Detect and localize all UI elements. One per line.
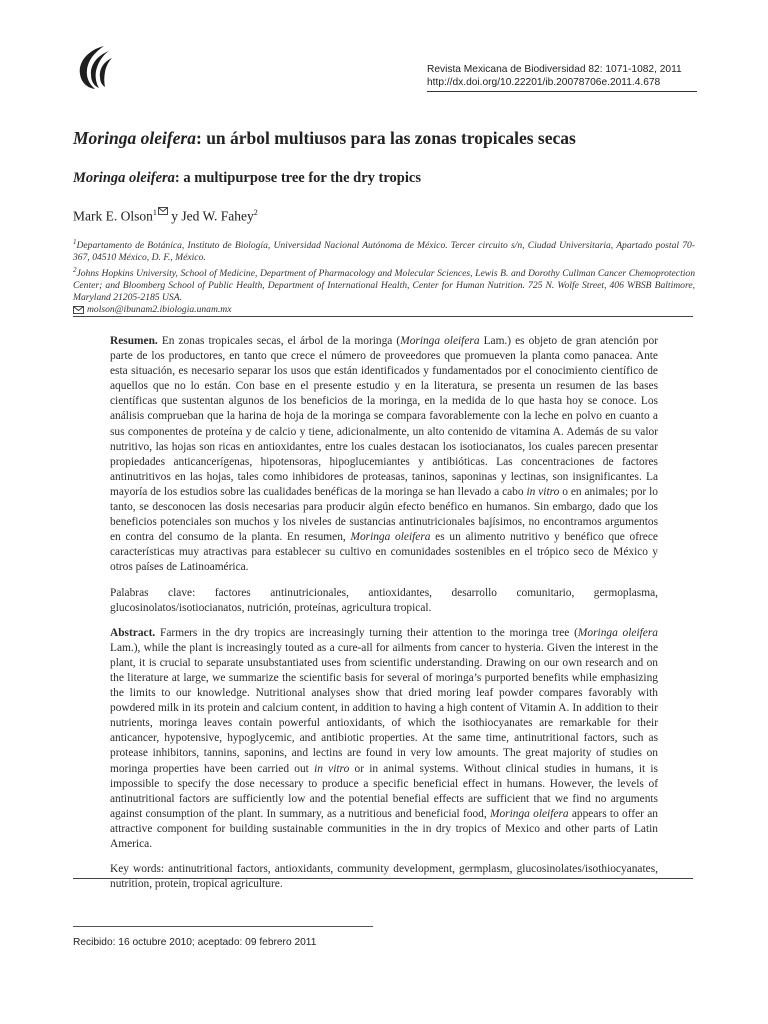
envelope-icon	[158, 207, 168, 215]
header-divider	[427, 91, 697, 92]
received-date: Recibido: 16 octubre 2010; aceptado: 09 febrero 2011	[73, 937, 317, 948]
email-line	[73, 304, 695, 316]
affiliation-2-sup: 2	[73, 266, 77, 275]
abstract-paragraph: Abstract. Farmers in the dry tropics are increasingly turning their attention to the moringa tree (Moringa oleifera Lam.), while the plant is increasingly touted as a cure-all for ailments from cancer to hysteria. Given the interest in the plant, it is crucial to separate unsubstantiated uses from scientific understanding. Drawing on our own research and on the literature at large, we summarize the scientific basis for several of moringa’s purported benefits while emphasizing the limits to our knowledge. Nutritional analyses show that dried moring leaf powder compares favorably with powdered milk in its protein and calcium content, in addition to having a high content of Vitamin A. In addition to their nutrients, moringa leaves contain powerful antioxidants, of which the isothiocyanates are remarkable for their anticancer, hypotensive, hypoglycemic, and antibiotic properties. At the same time, antinutritional factors, such as protease inhibitors, tannins, saponins, and lectins are found in very low amounts. The great majority of studies on moringa properties have been carried out in vitro or in animal systems. Without clinical studies in humans, it is impossible to specify the dose necessary to produce a specific beneficial effect in humans. However, the levels of antinutritional factors are sufficiently low and the potential benefial effects are sufficient that we find no arguments against consumption of the plant. In summary, as a nutritious and beneficial food, Moringa oleifera appears to offer an attractive component for building sustainable communities in the in dry tropics of Mexico and other parts of Latin America.	[110, 626, 658, 850]
abstract-label: Abstract.	[110, 626, 156, 639]
key-words: Key words: antinutritional factors, antioxidants, community development, germplasm, glucosinolates/isothiocyanates, nutrition, protein, tropical agriculture.	[110, 863, 658, 891]
section-divider-bottom	[73, 878, 693, 879]
journal-line: Revista Mexicana de Biodiversidad 82: 1071-1082, 2011	[427, 64, 682, 75]
title-en-rest: : a multipurpose tree for the dry tropics	[174, 170, 421, 186]
journal-citation	[427, 63, 697, 89]
title-spanish	[73, 128, 713, 149]
affiliation-1-sup: 1	[73, 238, 77, 246]
footnote-divider	[73, 926, 373, 927]
author-2-sup: 2	[253, 208, 258, 217]
author-connector: y Jed W. Fahey	[167, 208, 254, 224]
affiliation-2: $^2$Johns Hopkins University, School of Medicine, Department of Pharmacology and Molecular Sciences, Lewis B. and Dorothy Cullman Cancer Chemoprotection Center; and Bloomberg School of Public Health, Department of International Health, Center for Human Nutrition. 725 N. Wolfe Street, 406 WBSB Baltimore, Maryland 21205-2185 USA.	[73, 266, 695, 304]
section-divider-top	[73, 316, 693, 317]
abstracts-section	[110, 334, 658, 892]
affiliation-1: $^1$Departamento de Botánica, Instituto de Biología, Universidad Nacional Autónoma de México. Tercer circuito s/n, Ciudad Universitaria, Apartado postal 70-367, 04510 México, D. F., México.	[73, 238, 695, 264]
email-link[interactable]: molson@ibunam2.ibiologia.unam.mx	[87, 304, 232, 316]
resumen-paragraph: Resumen. En zonas tropicales secas, el árbol de la moringa (Moringa oleifera Lam.) es objeto de gran atención por parte de los productores, en tanto que crece el número de proveedores que promueven la planta como panacea. Ante esta situación, es necesario separar los usos que están identificados y fundamentados por el conocimiento científico de aquellos que no lo están. Con base en el presente estudio y en la literatura, se presenta un resumen de las bases científicas que sustentan algunos de los beneficios de la moringa, en la medida de lo que hasta hoy se conoce. Los análisis comprueban que la harina de hoja de la moringa se compara favorablemente con la leche en polvo en cuanto a sus componentes de proteína y de calcio y tiene, adicionalmente, un alto contenido de vitamina A. Además de su valor nutritivo, las hojas son ricas en antioxidantes, entre los cuales destacan los isotiocianatos, los cuales parecen presentar propiedades anticancerígenas, hipotensoras, hipoglucemiantes y antibióticas. Las concentraciones de factores antinutritivos en las hojas, tales como inhibidores de proteasas, taninos, saponinas y lectinas, son insignificantes. La mayoría de los estudios sobre las cualidades benéficas de la moringa se han llevado a cabo in vitro o en animales; por lo tanto, se desconocen las dosis necesarias para producir algún efecto benéfico en humanos. Sin embargo, dado que los beneficios potenciales son muchos y los niveles de sustancias antinutricionales bajísimos, no encontramos argumentos en contra del consumo de la planta. En resumen, Moringa oleifera es un alimento nutritivo y benéfico que ofrece características muy atractivas para establecer su cultivo en comunidades sostenibles en el trópico seco de México y otros países de Latinoamérica.	[110, 335, 658, 574]
affiliations	[73, 236, 695, 316]
title-english	[73, 170, 713, 187]
title-en-species: Moringa oleifera	[73, 170, 175, 186]
resumen-label: Resumen.	[110, 335, 158, 347]
author-1-sup: 1	[152, 208, 157, 217]
doi-link[interactable]: http://dx.doi.org/10.22201/ib.20078706e.2011.4.678	[427, 77, 661, 88]
title-es-species: Moringa oleifera	[73, 128, 196, 148]
journal-logo-icon	[74, 44, 114, 90]
palabras-clave: Palabras clave: factores antinutricionales, antioxidantes, desarrollo comunitario, germoplasma, glucosinolatos/isotiocianatos, nutrición, proteínas, agricultura tropical.	[110, 586, 658, 614]
author-line	[73, 207, 258, 225]
author-1: Mark E. Olson	[73, 208, 153, 224]
envelope-icon	[73, 306, 84, 314]
title-es-rest: : un árbol multiusos para las zonas tropicales secas	[196, 128, 576, 148]
